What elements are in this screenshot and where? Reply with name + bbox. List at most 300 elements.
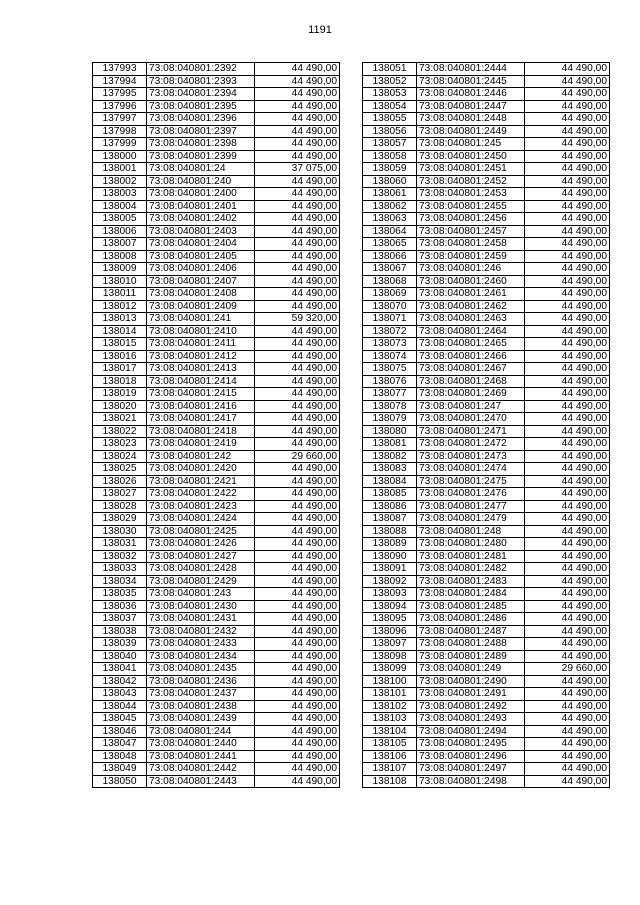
cadastral-number-cell: 73:08:040801:2393 — [147, 75, 255, 88]
row-number-cell: 138107 — [363, 763, 417, 776]
row-number-cell: 138012 — [93, 300, 147, 313]
row-number-cell: 138106 — [363, 750, 417, 763]
cadastral-number-cell: 73:08:040801:2415 — [147, 388, 255, 401]
value-cell: 44 490,00 — [525, 563, 610, 576]
cadastral-number-cell: 73:08:040801:2484 — [417, 588, 525, 601]
table-row — [93, 513, 340, 526]
table-row — [93, 725, 340, 738]
row-number-cell: 138076 — [363, 375, 417, 388]
table-row — [93, 700, 340, 713]
value-cell: 44 490,00 — [255, 638, 340, 651]
cadastral-number-cell: 73:08:040801:2469 — [417, 388, 525, 401]
table-row — [363, 163, 610, 176]
value-cell: 44 490,00 — [525, 275, 610, 288]
row-number-cell: 138096 — [363, 625, 417, 638]
table-row — [93, 75, 340, 88]
row-number-cell: 138055 — [363, 113, 417, 126]
table-row — [93, 288, 340, 301]
cadastral-number-cell: 73:08:040801:2416 — [147, 400, 255, 413]
row-number-cell: 138078 — [363, 400, 417, 413]
table-row — [363, 125, 610, 138]
value-cell: 44 490,00 — [255, 588, 340, 601]
row-number-cell: 138103 — [363, 713, 417, 726]
cadastral-number-cell: 73:08:040801:2480 — [417, 538, 525, 551]
value-cell: 44 490,00 — [525, 425, 610, 438]
value-cell: 44 490,00 — [255, 288, 340, 301]
cadastral-number-cell: 73:08:040801:2399 — [147, 150, 255, 163]
cadastral-number-cell: 73:08:040801:2496 — [417, 750, 525, 763]
value-cell: 44 490,00 — [255, 363, 340, 376]
row-number-cell: 137998 — [93, 125, 147, 138]
table-row — [363, 188, 610, 201]
value-cell: 44 490,00 — [255, 563, 340, 576]
value-cell: 44 490,00 — [255, 500, 340, 513]
row-number-cell: 138071 — [363, 313, 417, 326]
cadastral-number-cell: 73:08:040801:2475 — [417, 475, 525, 488]
table-row — [363, 500, 610, 513]
table-row — [363, 263, 610, 276]
row-number-cell: 138068 — [363, 275, 417, 288]
value-cell: 44 490,00 — [525, 500, 610, 513]
cadastral-number-cell: 73:08:040801:2398 — [147, 138, 255, 151]
row-number-cell: 138089 — [363, 538, 417, 551]
cadastral-number-cell: 73:08:040801:2492 — [417, 700, 525, 713]
cadastral-number-cell: 73:08:040801:2468 — [417, 375, 525, 388]
row-number-cell: 138029 — [93, 513, 147, 526]
row-number-cell: 138084 — [363, 475, 417, 488]
value-cell: 44 490,00 — [525, 263, 610, 276]
cadastral-number-cell: 73:08:040801:2487 — [417, 625, 525, 638]
value-cell: 44 490,00 — [255, 475, 340, 488]
cadastral-number-cell: 73:08:040801:2410 — [147, 325, 255, 338]
cadastral-number-cell: 73:08:040801:2421 — [147, 475, 255, 488]
table-row — [93, 475, 340, 488]
value-cell: 44 490,00 — [255, 300, 340, 313]
value-cell: 44 490,00 — [255, 325, 340, 338]
row-number-cell: 138082 — [363, 450, 417, 463]
row-number-cell: 138010 — [93, 275, 147, 288]
cadastral-number-cell: 73:08:040801:2437 — [147, 688, 255, 701]
cadastral-number-cell: 73:08:040801:2394 — [147, 88, 255, 101]
value-cell: 44 490,00 — [255, 263, 340, 276]
table-row — [363, 438, 610, 451]
row-number-cell: 138033 — [93, 563, 147, 576]
value-cell: 44 490,00 — [255, 688, 340, 701]
value-cell: 44 490,00 — [525, 513, 610, 526]
row-number-cell: 138034 — [93, 575, 147, 588]
cadastral-number-cell: 73:08:040801:2423 — [147, 500, 255, 513]
row-number-cell: 137996 — [93, 100, 147, 113]
cadastral-number-cell: 73:08:040801:2465 — [417, 338, 525, 351]
value-cell: 44 490,00 — [525, 163, 610, 176]
row-number-cell: 138032 — [93, 550, 147, 563]
cadastral-number-cell: 73:08:040801:2432 — [147, 625, 255, 638]
row-number-cell: 138077 — [363, 388, 417, 401]
value-cell: 44 490,00 — [525, 625, 610, 638]
row-number-cell: 138009 — [93, 263, 147, 276]
table-row — [363, 625, 610, 638]
row-number-cell: 138003 — [93, 188, 147, 201]
value-cell: 44 490,00 — [525, 488, 610, 501]
cadastral-number-cell: 73:08:040801:2453 — [417, 188, 525, 201]
value-cell: 44 490,00 — [255, 113, 340, 126]
cadastral-number-cell: 73:08:040801:2481 — [417, 550, 525, 563]
cadastral-number-cell: 73:08:040801:2444 — [417, 63, 525, 76]
value-cell: 44 490,00 — [255, 88, 340, 101]
cadastral-number-cell: 73:08:040801:2474 — [417, 463, 525, 476]
table-row — [363, 338, 610, 351]
cadastral-number-cell: 73:08:040801:2447 — [417, 100, 525, 113]
cadastral-number-cell: 73:08:040801:2440 — [147, 738, 255, 751]
value-cell: 44 490,00 — [525, 413, 610, 426]
cadastral-number-cell: 73:08:040801:2426 — [147, 538, 255, 551]
cadastral-number-cell: 73:08:040801:2395 — [147, 100, 255, 113]
value-cell: 44 490,00 — [255, 275, 340, 288]
row-number-cell: 138002 — [93, 175, 147, 188]
value-cell: 44 490,00 — [525, 138, 610, 151]
table-row — [93, 438, 340, 451]
value-cell: 59 320,00 — [255, 313, 340, 326]
cadastral-number-cell: 73:08:040801:2439 — [147, 713, 255, 726]
value-cell: 44 490,00 — [525, 450, 610, 463]
value-cell: 44 490,00 — [525, 150, 610, 163]
table-row — [363, 663, 610, 676]
table-row — [93, 163, 340, 176]
value-cell: 44 490,00 — [525, 363, 610, 376]
value-cell: 44 490,00 — [525, 200, 610, 213]
row-number-cell: 138086 — [363, 500, 417, 513]
value-cell: 29 660,00 — [525, 663, 610, 676]
value-cell: 44 490,00 — [255, 525, 340, 538]
table-row — [93, 538, 340, 551]
value-cell: 44 490,00 — [255, 375, 340, 388]
value-cell: 44 490,00 — [255, 738, 340, 751]
row-number-cell: 138074 — [363, 350, 417, 363]
table-row — [93, 275, 340, 288]
cadastral-number-cell: 73:08:040801:2445 — [417, 75, 525, 88]
table-row — [363, 88, 610, 101]
value-cell: 44 490,00 — [255, 763, 340, 776]
value-cell: 44 490,00 — [525, 213, 610, 226]
table-row — [93, 575, 340, 588]
cadastral-number-cell: 73:08:040801:2490 — [417, 675, 525, 688]
cadastral-number-cell: 73:08:040801:2457 — [417, 225, 525, 238]
table-row — [363, 513, 610, 526]
table-row — [93, 175, 340, 188]
table-row — [363, 600, 610, 613]
value-cell: 44 490,00 — [525, 638, 610, 651]
cadastral-number-cell: 73:08:040801:2488 — [417, 638, 525, 651]
cadastral-number-cell: 73:08:040801:2477 — [417, 500, 525, 513]
cadastral-number-cell: 73:08:040801:2442 — [147, 763, 255, 776]
row-number-cell: 138047 — [93, 738, 147, 751]
value-cell: 44 490,00 — [525, 288, 610, 301]
value-cell: 44 490,00 — [525, 700, 610, 713]
table-row — [363, 400, 610, 413]
cadastral-number-cell: 73:08:040801:2429 — [147, 575, 255, 588]
row-number-cell: 137993 — [93, 63, 147, 76]
row-number-cell: 138007 — [93, 238, 147, 251]
table-row — [363, 675, 610, 688]
table-row — [363, 363, 610, 376]
table-row — [363, 300, 610, 313]
cadastral-number-cell: 73:08:040801:2473 — [417, 450, 525, 463]
value-cell: 29 660,00 — [255, 450, 340, 463]
row-number-cell: 138008 — [93, 250, 147, 263]
cadastral-number-cell: 73:08:040801:2479 — [417, 513, 525, 526]
value-cell: 44 490,00 — [525, 650, 610, 663]
cadastral-number-cell: 73:08:040801:2403 — [147, 225, 255, 238]
table-row — [93, 238, 340, 251]
table-row — [93, 713, 340, 726]
table-row — [93, 413, 340, 426]
cadastral-number-cell: 73:08:040801:2472 — [417, 438, 525, 451]
table-row — [363, 738, 610, 751]
cadastral-number-cell: 73:08:040801:2418 — [147, 425, 255, 438]
cadastral-number-cell: 73:08:040801:2483 — [417, 575, 525, 588]
row-number-cell: 138043 — [93, 688, 147, 701]
row-number-cell: 137997 — [93, 113, 147, 126]
value-cell: 44 490,00 — [525, 575, 610, 588]
cadastral-number-cell: 73:08:040801:2459 — [417, 250, 525, 263]
table-row — [363, 150, 610, 163]
table-row — [363, 688, 610, 701]
value-cell: 44 490,00 — [255, 175, 340, 188]
row-number-cell: 138001 — [93, 163, 147, 176]
table-row — [93, 338, 340, 351]
cadastral-number-cell: 73:08:040801:243 — [147, 588, 255, 601]
row-number-cell: 138042 — [93, 675, 147, 688]
table-row — [93, 63, 340, 76]
table-row — [363, 525, 610, 538]
cadastral-number-cell: 73:08:040801:2400 — [147, 188, 255, 201]
row-number-cell: 138090 — [363, 550, 417, 563]
cadastral-number-cell: 73:08:040801:2467 — [417, 363, 525, 376]
table-row — [363, 288, 610, 301]
value-cell: 44 490,00 — [255, 413, 340, 426]
row-number-cell: 138081 — [363, 438, 417, 451]
value-cell: 44 490,00 — [525, 600, 610, 613]
value-cell: 44 490,00 — [255, 125, 340, 138]
cadastral-number-cell: 73:08:040801:2406 — [147, 263, 255, 276]
value-cell: 44 490,00 — [255, 625, 340, 638]
cadastral-number-cell: 73:08:040801:2425 — [147, 525, 255, 538]
row-number-cell: 138065 — [363, 238, 417, 251]
cadastral-number-cell: 73:08:040801:2489 — [417, 650, 525, 663]
table-row — [93, 550, 340, 563]
cadastral-number-cell: 73:08:040801:249 — [417, 663, 525, 676]
table-row — [93, 125, 340, 138]
cadastral-number-cell: 73:08:040801:2498 — [417, 775, 525, 788]
cadastral-number-cell: 73:08:040801:2461 — [417, 288, 525, 301]
cadastral-number-cell: 73:08:040801:2460 — [417, 275, 525, 288]
value-cell: 37 075,00 — [255, 163, 340, 176]
value-cell: 44 490,00 — [525, 175, 610, 188]
cadastral-number-cell: 73:08:040801:2413 — [147, 363, 255, 376]
value-cell: 44 490,00 — [255, 225, 340, 238]
value-cell: 44 490,00 — [525, 675, 610, 688]
cadastral-number-cell: 73:08:040801:2497 — [417, 763, 525, 776]
table-row — [93, 463, 340, 476]
value-cell: 44 490,00 — [525, 725, 610, 738]
cadastral-number-cell: 73:08:040801:24 — [147, 163, 255, 176]
table-row — [363, 713, 610, 726]
table-row — [363, 388, 610, 401]
table-row — [363, 613, 610, 626]
table-row — [363, 225, 610, 238]
cadastral-number-cell: 73:08:040801:2438 — [147, 700, 255, 713]
cadastral-number-cell: 73:08:040801:2424 — [147, 513, 255, 526]
cadastral-number-cell: 73:08:040801:246 — [417, 263, 525, 276]
value-cell: 44 490,00 — [525, 325, 610, 338]
value-cell: 44 490,00 — [525, 525, 610, 538]
cadastral-number-cell: 73:08:040801:248 — [417, 525, 525, 538]
row-number-cell: 138031 — [93, 538, 147, 551]
value-cell: 44 490,00 — [525, 750, 610, 763]
cadastral-number-cell: 73:08:040801:2458 — [417, 238, 525, 251]
row-number-cell: 138088 — [363, 525, 417, 538]
value-cell: 44 490,00 — [255, 550, 340, 563]
value-cell: 44 490,00 — [255, 750, 340, 763]
value-cell: 44 490,00 — [525, 63, 610, 76]
row-number-cell: 138066 — [363, 250, 417, 263]
table-row — [93, 150, 340, 163]
cadastral-number-cell: 73:08:040801:2422 — [147, 488, 255, 501]
cadastral-number-cell: 73:08:040801:2464 — [417, 325, 525, 338]
value-cell: 44 490,00 — [525, 88, 610, 101]
table-row — [363, 550, 610, 563]
cadastral-table-left — [92, 62, 340, 788]
value-cell: 44 490,00 — [525, 400, 610, 413]
table-row — [93, 675, 340, 688]
table-row — [93, 400, 340, 413]
value-cell: 44 490,00 — [525, 738, 610, 751]
table-row — [93, 563, 340, 576]
row-number-cell: 138079 — [363, 413, 417, 426]
cadastral-number-cell: 73:08:040801:2456 — [417, 213, 525, 226]
value-cell: 44 490,00 — [255, 575, 340, 588]
row-number-cell: 138056 — [363, 125, 417, 138]
row-number-cell: 138108 — [363, 775, 417, 788]
value-cell: 44 490,00 — [255, 650, 340, 663]
cadastral-number-cell: 73:08:040801:2401 — [147, 200, 255, 213]
row-number-cell: 138044 — [93, 700, 147, 713]
table-row — [93, 375, 340, 388]
table-row — [363, 450, 610, 463]
value-cell: 44 490,00 — [525, 713, 610, 726]
table-row — [93, 188, 340, 201]
cadastral-number-cell: 73:08:040801:2448 — [417, 113, 525, 126]
value-cell: 44 490,00 — [255, 350, 340, 363]
row-number-cell: 138037 — [93, 613, 147, 626]
table-row — [93, 763, 340, 776]
table-row — [363, 700, 610, 713]
table-row — [93, 600, 340, 613]
row-number-cell: 138000 — [93, 150, 147, 163]
table-row — [363, 175, 610, 188]
row-number-cell: 138091 — [363, 563, 417, 576]
table-row — [93, 350, 340, 363]
cadastral-number-cell: 73:08:040801:245 — [417, 138, 525, 151]
row-number-cell: 138101 — [363, 688, 417, 701]
row-number-cell: 137999 — [93, 138, 147, 151]
table-row — [363, 425, 610, 438]
cadastral-number-cell: 73:08:040801:2470 — [417, 413, 525, 426]
value-cell: 44 490,00 — [255, 150, 340, 163]
cadastral-number-cell: 73:08:040801:2451 — [417, 163, 525, 176]
value-cell: 44 490,00 — [255, 463, 340, 476]
value-cell: 44 490,00 — [525, 125, 610, 138]
row-number-cell: 138014 — [93, 325, 147, 338]
table-row — [93, 488, 340, 501]
cadastral-number-cell: 73:08:040801:241 — [147, 313, 255, 326]
value-cell: 44 490,00 — [525, 75, 610, 88]
table-row — [93, 625, 340, 638]
table-row — [363, 575, 610, 588]
value-cell: 44 490,00 — [525, 350, 610, 363]
row-number-cell: 138054 — [363, 100, 417, 113]
cadastral-number-cell: 73:08:040801:2450 — [417, 150, 525, 163]
table-row — [363, 250, 610, 263]
cadastral-number-cell: 73:08:040801:2463 — [417, 313, 525, 326]
value-cell: 44 490,00 — [525, 113, 610, 126]
cadastral-number-cell: 73:08:040801:2405 — [147, 250, 255, 263]
table-row — [93, 613, 340, 626]
table-row — [93, 663, 340, 676]
row-number-cell: 138063 — [363, 213, 417, 226]
table-row — [93, 425, 340, 438]
value-cell: 44 490,00 — [525, 550, 610, 563]
row-number-cell: 138072 — [363, 325, 417, 338]
table-row — [93, 750, 340, 763]
cadastral-number-cell: 73:08:040801:2419 — [147, 438, 255, 451]
cadastral-number-cell: 73:08:040801:2402 — [147, 213, 255, 226]
table-row — [363, 463, 610, 476]
row-number-cell: 138035 — [93, 588, 147, 601]
row-number-cell: 138095 — [363, 613, 417, 626]
value-cell: 44 490,00 — [525, 538, 610, 551]
row-number-cell: 138100 — [363, 675, 417, 688]
table-row — [93, 500, 340, 513]
row-number-cell: 138039 — [93, 638, 147, 651]
row-number-cell: 138061 — [363, 188, 417, 201]
row-number-cell: 138046 — [93, 725, 147, 738]
cadastral-number-cell: 73:08:040801:242 — [147, 450, 255, 463]
table-row — [93, 638, 340, 651]
cadastral-number-cell: 73:08:040801:2449 — [417, 125, 525, 138]
cadastral-number-cell: 73:08:040801:2407 — [147, 275, 255, 288]
table-row — [363, 763, 610, 776]
cadastral-number-cell: 73:08:040801:2428 — [147, 563, 255, 576]
value-cell: 44 490,00 — [525, 188, 610, 201]
cadastral-number-cell: 73:08:040801:2435 — [147, 663, 255, 676]
row-number-cell: 138075 — [363, 363, 417, 376]
table-row — [93, 263, 340, 276]
row-number-cell: 138070 — [363, 300, 417, 313]
cadastral-number-cell: 73:08:040801:2476 — [417, 488, 525, 501]
table-row — [363, 200, 610, 213]
page-number: 1191 — [308, 24, 332, 36]
value-cell: 44 490,00 — [255, 138, 340, 151]
value-cell: 44 490,00 — [525, 375, 610, 388]
row-number-cell: 138057 — [363, 138, 417, 151]
row-number-cell: 138028 — [93, 500, 147, 513]
cadastral-number-cell: 73:08:040801:2420 — [147, 463, 255, 476]
row-number-cell: 138048 — [93, 750, 147, 763]
row-number-cell: 138097 — [363, 638, 417, 651]
row-number-cell: 138005 — [93, 213, 147, 226]
row-number-cell: 138020 — [93, 400, 147, 413]
